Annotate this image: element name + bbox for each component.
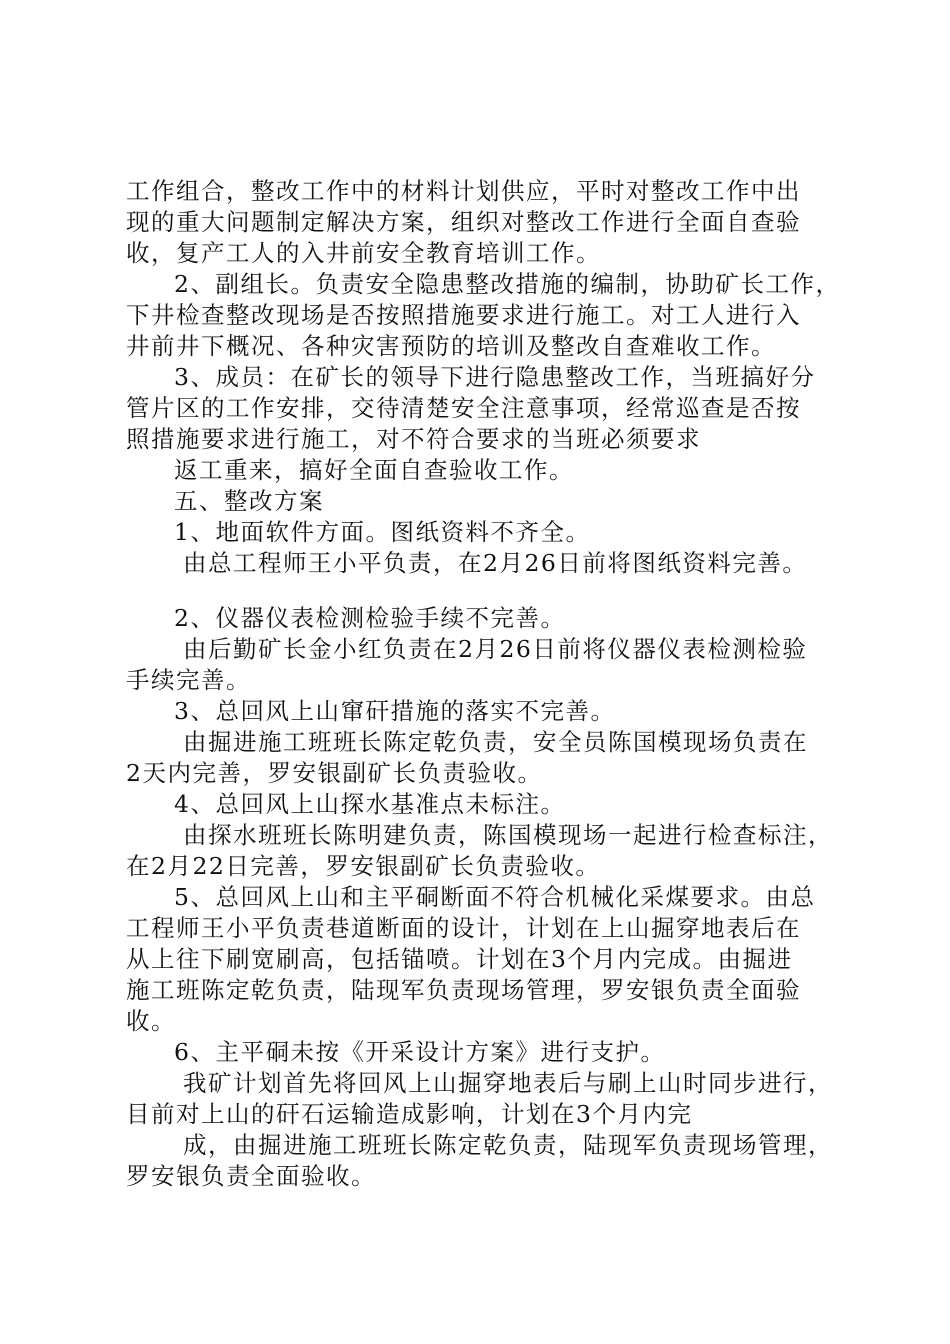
text-line: 目前对上山的矸石运输造成影响，计划在3个月内完 <box>126 1100 693 1128</box>
text-line: 我矿计划首先将回风上山掘穿地表后与刷上山时同步进行， <box>183 1069 833 1097</box>
text-line: 2天内完善，罗安银副矿长负责验收。 <box>126 759 543 787</box>
text-line: 照措施要求进行施工，对不符合要求的当班必须要求 <box>126 425 701 453</box>
text-line: 由后勤矿长金小红负责在2月26日前将仪器仪表检测检验 <box>183 635 808 663</box>
text-line: 2、副组长。负责安全隐患整改措施的编制，协助矿长工作， <box>174 270 841 298</box>
text-line: 工程师王小平负责巷道断面的设计，计划在上山掘穿地表后在 <box>126 914 801 942</box>
text-line: 下井检查整改现场是否按照措施要求进行施工。对工人进行入 <box>126 301 801 329</box>
text-line: 5、总回风上山和主平硐断面不符合机械化采煤要求。由总 <box>174 883 816 911</box>
text-line: 手续完善。 <box>126 666 251 694</box>
text-line: 管片区的工作安排，交待清楚安全注意事项，经常巡查是否按 <box>126 394 801 422</box>
text-line: 由总工程师王小平负责，在2月26日前将图纸资料完善。 <box>183 549 808 577</box>
text-line: 罗安银负责全面验收。 <box>126 1162 376 1190</box>
text-line: 由探水班班长陈明建负责，陈国模现场一起进行检查标注， <box>183 821 833 849</box>
text-line: 返工重来，搞好全面自查验收工作。 <box>174 456 574 484</box>
text-line: 3、成员：在矿长的领导下进行隐患整改工作，当班搞好分 <box>174 363 816 391</box>
text-line: 在2月22日完善，罗安银副矿长负责验收。 <box>126 852 601 880</box>
text-line: 井前井下概况、各种灾害预防的培训及整改自查难收工作。 <box>126 332 776 360</box>
text-line: 4、总回风上山探水基准点未标注。 <box>174 790 566 818</box>
text-line: 施工班陈定乾负责，陆现军负责现场管理，罗安银负责全面验 <box>126 976 801 1004</box>
text-line: 3、总回风上山窜矸措施的落实不完善。 <box>174 697 616 725</box>
text-line: 成，由掘进施工班班长陈定乾负责，陆现军负责现场管理， <box>183 1131 833 1159</box>
text-line: 从上往下刷宽刷高，包括锚喷。计划在3个月内完成。由掘进 <box>126 945 793 973</box>
text-line: 收，复产工人的入井前安全教育培训工作。 <box>126 239 601 267</box>
text-line: 收。 <box>126 1007 176 1035</box>
text-line: 1、地面软件方面。图纸资料不齐全。 <box>174 518 591 546</box>
text-line: 6、主平硐未按《开采设计方案》进行支护。 <box>174 1038 666 1066</box>
section-heading: 五、整改方案 <box>174 487 324 515</box>
text-line: 2、仪器仪表检测检验手续不完善。 <box>174 604 566 632</box>
text-line: 工作组合，整改工作中的材料计划供应，平时对整改工作中出 <box>126 177 801 205</box>
text-line: 由掘进施工班班长陈定乾负责，安全员陈国模现场负责在 <box>183 728 808 756</box>
text-line: 现的重大问题制定解决方案，组织对整改工作进行全面自查验 <box>126 208 801 236</box>
